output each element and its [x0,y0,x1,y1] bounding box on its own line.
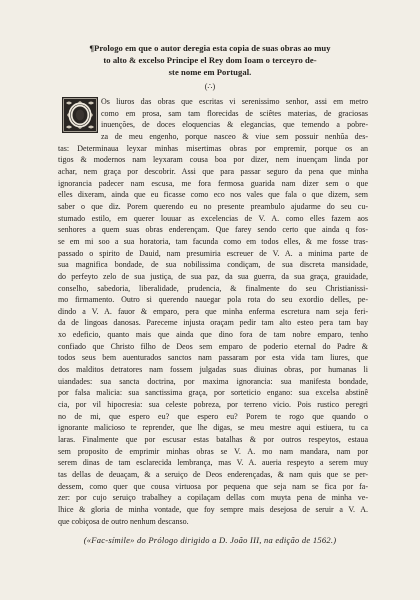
text-line: elles dixeram, ainda que eu ficasse como eco nos vales que fala o que dizem, sem [58,190,368,200]
text-line: ignorancia padecer nam escusa, me fora fermosa guarida nam dizer sem o que [58,178,368,188]
text-line-final: que cobiçosa de outro nenhum descanso. [58,516,189,526]
text-line: zer: por cujo seruiço trabalhey a copilaçam dellas com muyta pena de minha ve- [58,493,368,503]
text-line: do perfeyto zelo de sua justiça, de sua paz, da sua guerra, da sua graça, grauidade, [58,271,368,281]
prologue-heading-line: ste nome em Portugal. [168,67,252,77]
text-line: za de meu engenho, porque nasceo & viue sem possuir nenhũa des- [101,131,368,141]
text-line: sem proposito de emprimir minhas obras se V. A. mo nam mandara, nam por [58,446,368,456]
text-line: saber o que diz. Porem querendo eu no presente preambulo ajudarme do seu cu- [58,201,368,211]
text-line: tas dellas de deuaçam, & a seruiço de Deos enderençadas, & nam quis que se per- [58,470,368,479]
text-line: mo firmamento. Outro si querendo nauegar pola rota do seu exordio delles, pe- [58,295,368,305]
text-line: da de lingoas danosas. Pareceme injusta oraçam pedir tam alto esteo pera tam bay [58,318,368,328]
facsimile-caption: («Fac-símile» do Prólogo dirigido a D. João III, na edição de 1562.) [83,535,337,545]
text-line: tigos & modernos nam leyxaram cousa boa por dizer, nem inuençam linda por [58,155,368,165]
text-line: no de mi, que espero eu? que espero eu? Porem te rogo que quando o [58,411,368,421]
text-line: como em prosa, sam tam florecidas de sciêtes materias, de graciosas [101,108,368,118]
text-line: todos seus bem auenturados sanctos nam passaram por esta vida tam liures, que [58,353,368,363]
text-line: dindo a V. A. fauor & emparo, pera que minha enferma escretura nam seja feri- [58,306,368,316]
text-line: se em mi soo a sua horatoria, tam facunda como em todos elles, & me fosse tras- [58,236,368,246]
text-line: stumado estilo, em querer louuar as excelencias de V. A. como elles fazem aos [58,213,368,223]
text-line: achar, nem graça por descobrir. Assi que para passar seguro da pena que minha [58,166,368,176]
text-line: lhice & gloria de minha vontade, que foy sempre mais desejosa de seruir a V. A. [58,504,368,514]
text-line: laras. Finalmente que por escusar estas batalhas & por outros respeytos, estaua [58,435,368,445]
text-line: xo edeficio, quanto mais que ainda que dino fora de tam nobre emparo, tenho [58,330,368,340]
heading-ornament-mark: (∴) [204,82,216,91]
text-line: ignorante malicioso te reprender, que lhe digas, se meu mestre aqui estiuera, tu ca [58,423,368,433]
text-line: inuenções, de doces eloquencias & elegancias, que temendo a pobre- [101,120,368,130]
text-line: tas: Determinaua leyxar minhas misertimas obras por empremir, porque os an [58,143,368,153]
text-line: serem dinas de tam esclarecida lembrança, mas V. A. aueria respeyto a serem muy [58,458,368,468]
prologue-heading-line: ¶Prologo em que o autor deregia esta copia de suas obras ao muy [89,43,331,53]
text-line: dos malditos detratores nam fossem julgadas suas diuinas obras, por humanas li [58,365,368,375]
text-line: Os liuros das obras que escritas vi serenissimo senhor, assi em metro [101,97,368,106]
text-line: por falsa malicia: sua sanctissima graça, por sorteticio engano: sua excelsa abstinê [58,388,368,398]
text-line: passado o spirito de Dauid, nam presumiria escreuer de V. A. a minima parte de [58,248,368,258]
text-line: confiado que Christo filho de Deos sem emparo de poderio eternal do Padre & [58,341,368,351]
text-line: senhores a quem suas obras enderençam. Que farey sendo certo que ainda q fos- [58,225,368,235]
text-line: conselho, sabedoria, liberalidade, prudencia, & finalmente do seu Christianissi- [58,283,368,293]
text-line: sua magnifica bondade, de sua nobilissima condiçam, de sua discreta mansidade, [58,260,368,270]
text-line: dessem, como quer que cousa virtuosa por pequena que seja nam se fica por fa- [58,481,368,491]
text-line: uiandades: sua sancta doctrina, por maxima ignorancia: sua manifesta bondade, [58,376,368,386]
text-line: cia, por vil hipocresia: sua celeste pobreza, por terreno vicio. Pois rustico peregri [58,400,368,410]
prologue-heading-line: to alto & excelso Principe el Rey dom Ioam o terceyro de- [103,55,317,65]
prologue-body [58,96,368,527]
